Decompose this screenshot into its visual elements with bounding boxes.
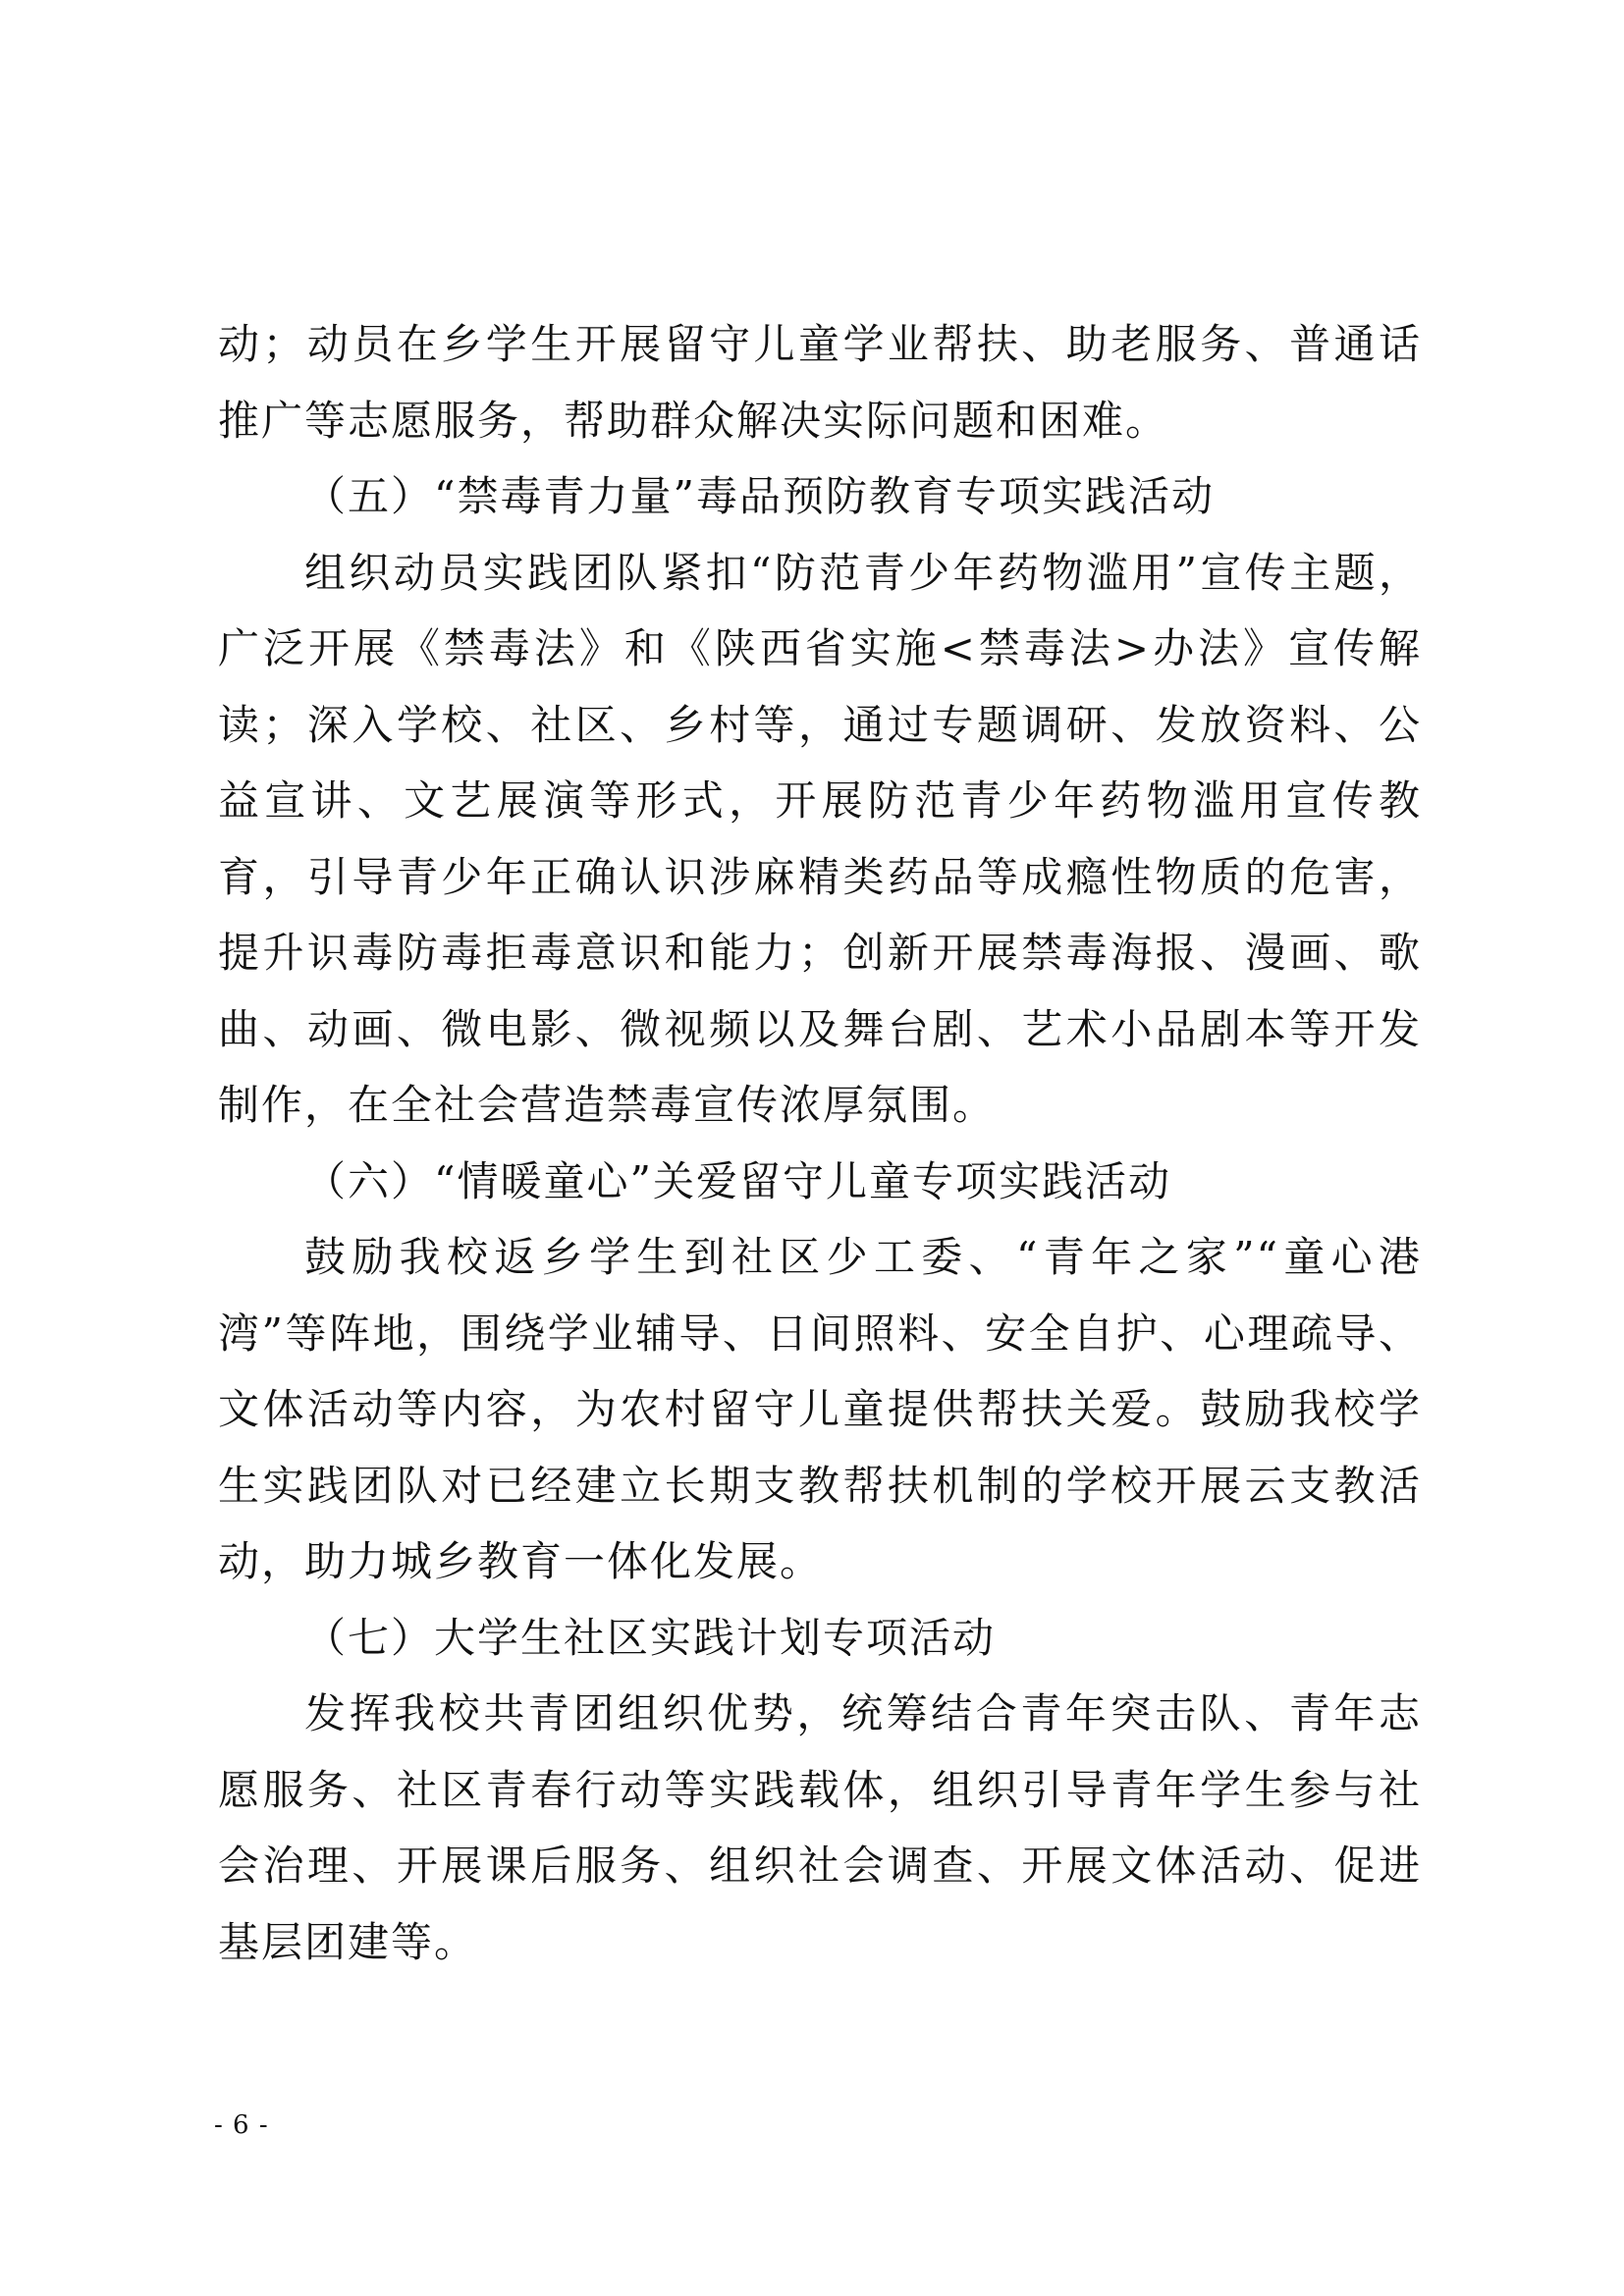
paragraph-section-5: 组织动员实践团队紧扣“防范青少年药物滥用”宣传主题，广泛开展《禁毒法》和《陕西省实施<禁毒法>办法》宣传解读；深入学校、社区、乡村等，通过专题调研、发放资料、公益宣讲、文艺展演等形式，开展防范青少年药物滥用宣传教育，引导青少年正确认识涉麻精类药品等成瘾性物质的危害，提升识毒防毒拒毒意识和能力；创新开展禁毒海报、漫画、歌曲、动画、微电影、微视频以及舞台剧、艺术小品剧本等开发制作，在全社会营造禁毒宣传浓厚氛围。: [218, 548, 1422, 1129]
paragraph-section-7: 发挥我校共青团组织优势，统筹结合青年突击队、青年志愿服务、社区青春行动等实践载体，组织引导青年学生参与社会治理、开展课后服务、组织社会调查、开展文体活动、促进基层团建等。: [218, 1689, 1422, 1966]
document-body: [218, 306, 1422, 1980]
section-heading-5: （五）“禁毒青力量”毒品预防教育专项实践活动: [304, 472, 1215, 520]
section-heading-6: （六）“情暖童心”关爱留守儿童专项实践活动: [304, 1156, 1171, 1205]
paragraph-continuation: 动；动员在乡学生开展留守儿童学业帮扶、助老服务、普通话推广等志愿服务，帮助群众解决实际问题和困难。: [218, 320, 1422, 445]
section-heading-7: （七）大学生社区实践计划专项活动: [304, 1613, 997, 1662]
paragraph-section-6: 鼓励我校返乡学生到社区少工委、“青年之家”“童心港湾”等阵地，围绕学业辅导、日间照料、安全自护、心理疏导、文体活动等内容，为农村留守儿童提供帮扶关爱。鼓励我校学生实践团队对已经建立长期支教帮扶机制的学校开展云支教活动，助力城乡教育一体化发展。: [218, 1233, 1422, 1585]
page-number: - 6 -: [214, 2110, 269, 2140]
